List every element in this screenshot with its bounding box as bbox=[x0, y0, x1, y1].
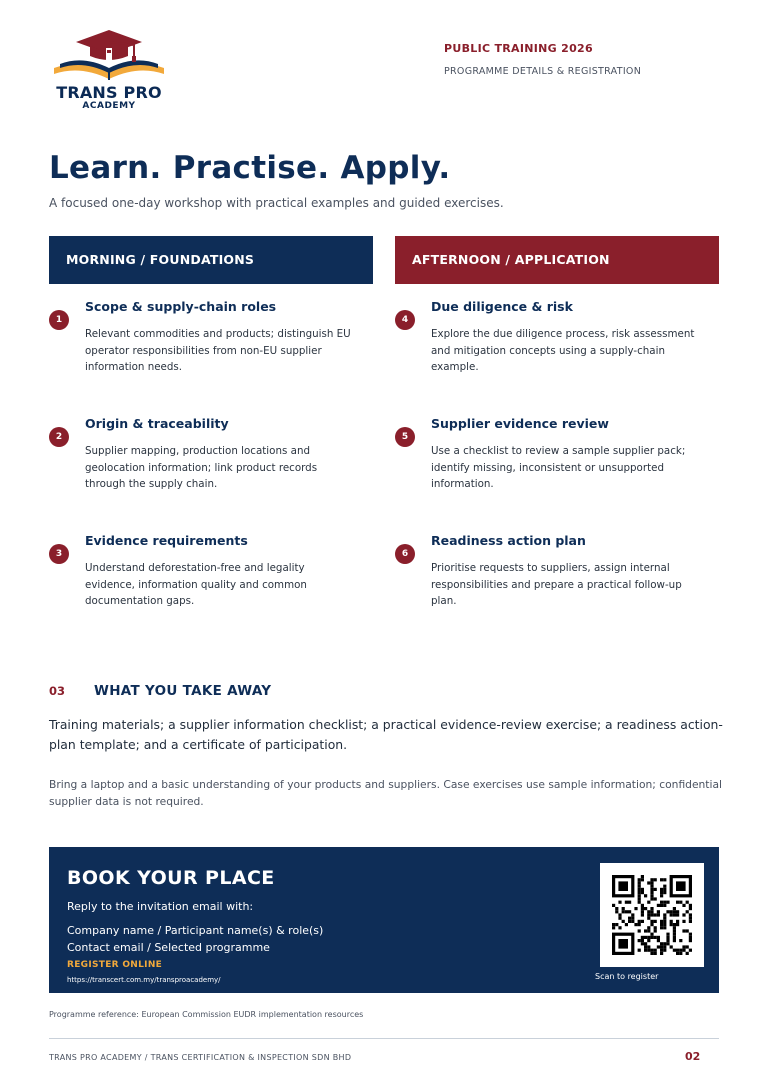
step-number: 4 bbox=[395, 310, 415, 330]
header-subtitle: PROGRAMME DETAILS & REGISTRATION bbox=[444, 66, 642, 77]
step-number: 6 bbox=[395, 544, 415, 564]
step-title: Evidence requirements bbox=[85, 533, 248, 548]
page-lede: A focused one-day workshop with practical examples and guided exercises. bbox=[49, 196, 504, 210]
step-text: Supplier mapping, production locations and geolocation information; link product records through the supply chain. bbox=[85, 445, 318, 490]
takeaway-note: Bring a laptop and a basic understanding of your products and suppliers. Case exercises use sample information; confidential supplier data is not required. bbox=[49, 778, 722, 808]
step-title: Scope & supply-chain roles bbox=[85, 299, 277, 314]
brand-subname: ACADEMY bbox=[82, 101, 136, 111]
section-number: 03 bbox=[49, 684, 66, 698]
booking-requirement-2: Contact email / Selected programme bbox=[67, 941, 270, 954]
step-number: 1 bbox=[49, 310, 69, 330]
footer-divider bbox=[49, 1038, 719, 1039]
step-title: Origin & traceability bbox=[85, 416, 229, 431]
brand-logo bbox=[50, 28, 168, 114]
booking-title: BOOK YOUR PLACE bbox=[67, 867, 275, 889]
step-number: 5 bbox=[395, 427, 415, 447]
qr-code-graphic bbox=[600, 863, 704, 967]
step-text: Explore the due diligence process, risk assessment and mitigation concepts using a supply-chain example. bbox=[431, 328, 695, 373]
footer-organisation: TRANS PRO ACADEMY / TRANS CERTIFICATION & INSPECTION SDN BHD bbox=[49, 1053, 352, 1062]
afternoon-band: AFTERNOON / APPLICATION bbox=[395, 236, 719, 284]
step-title: Readiness action plan bbox=[431, 533, 586, 548]
step-title: Supplier evidence review bbox=[431, 416, 609, 431]
step-number: 3 bbox=[49, 544, 69, 564]
takeaway-text: Training materials; a supplier information checklist; a practical evidence-review exercise; a readiness action-plan template; and a certificate of participation. bbox=[49, 717, 723, 752]
register-online-label: REGISTER ONLINE bbox=[67, 960, 163, 970]
programme-reference: Programme reference: European Commission EUDR implementation resources bbox=[49, 1010, 364, 1019]
booking-requirement-1: Company name / Participant name(s) & role(s) bbox=[67, 924, 324, 937]
step-number: 2 bbox=[49, 427, 69, 447]
qr-caption: Scan to register bbox=[595, 972, 659, 981]
step-text: Use a checklist to review a sample supplier pack; identify missing, inconsistent or unsupported information. bbox=[431, 445, 686, 490]
header-title: PUBLIC TRAINING 2026 bbox=[444, 42, 593, 55]
graduation-book-icon bbox=[50, 28, 168, 86]
page-number: 02 bbox=[685, 1050, 701, 1063]
step-text: Prioritise requests to suppliers, assign internal responsibilities and prepare a practical follow-up plan. bbox=[431, 562, 682, 607]
page-headline: Learn. Practise. Apply. bbox=[49, 150, 451, 186]
step-text: Relevant commodities and products; distinguish EU operator responsibilities from non-EU supplier information needs. bbox=[85, 328, 351, 373]
section-title: WHAT YOU TAKE AWAY bbox=[94, 683, 272, 699]
morning-band: MORNING / FOUNDATIONS bbox=[49, 236, 373, 284]
brand-name: TRANS PRO bbox=[56, 83, 162, 102]
register-link[interactable]: https://transcert.com.my/transproacademy/ bbox=[67, 976, 221, 984]
qr-code-icon[interactable] bbox=[600, 863, 704, 967]
booking-panel bbox=[49, 847, 719, 993]
booking-instruction: Reply to the invitation email with: bbox=[67, 900, 254, 913]
step-title: Due diligence & risk bbox=[431, 299, 573, 314]
step-text: Understand deforestation-free and legality evidence, information quality and common documentation gaps. bbox=[85, 562, 307, 607]
